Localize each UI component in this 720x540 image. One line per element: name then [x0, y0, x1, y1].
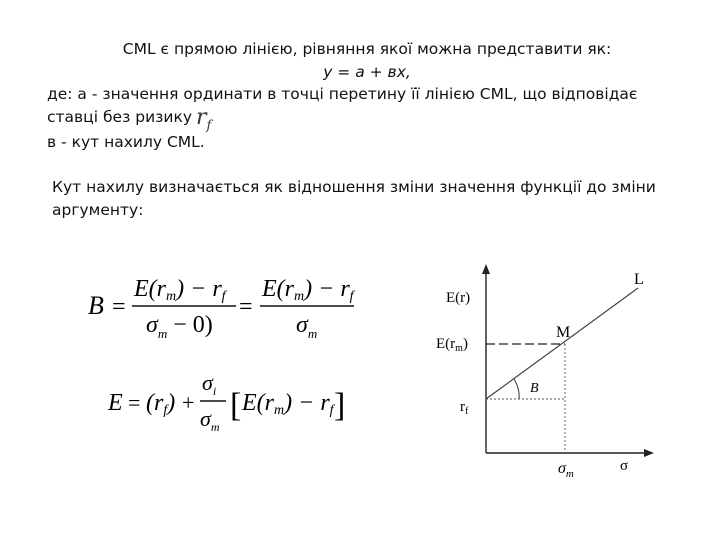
formula2-term1: (rf) — [146, 390, 176, 418]
formula2-bracket-content: E(rm) − rf — [242, 390, 334, 418]
cml-statement: CML є прямою лінією, рівняння якої можна представити як: — [122, 40, 612, 58]
formula2-lhs: E — [108, 390, 123, 416]
formula2-equals: = — [128, 390, 141, 415]
formula1-equals-1: = — [112, 294, 126, 320]
erm-tick-label: $E(r_m)$ — [436, 336, 468, 354]
formula1-den1: $\sigma_m - 0$) — [146, 312, 213, 341]
x-axis-arrow — [644, 449, 654, 457]
intercept-definition: де: а - значення ординати в точці перетину її лінією CML, що відповідає — [47, 85, 638, 103]
slope-explanation-line1: Кут нахилу визначається як відношення зміни значення функції до зміни — [52, 178, 656, 196]
slope-explanation — [52, 176, 692, 221]
cml-graph — [430, 258, 670, 488]
formula2-frac-den: $\sigma_m$ — [200, 406, 220, 434]
rf-sub: f — [206, 117, 212, 133]
angle-label: B — [530, 381, 539, 396]
formula1-den2: $\sigma_m$ — [296, 312, 318, 341]
definition-text — [47, 38, 687, 153]
x-tick-label: $\sigma_m$ — [558, 460, 574, 480]
slope-explanation-line2: аргументу: — [52, 200, 144, 219]
rf-base: r — [196, 104, 207, 130]
formula2-frac-num: $\sigma_i$ — [202, 370, 217, 398]
formula-expected-return — [106, 370, 346, 440]
rf-tick-label: $r_f$ — [460, 399, 469, 417]
angle-arc — [514, 379, 519, 399]
y-axis-label: E(r) — [446, 290, 471, 306]
risk-free-line — [47, 106, 687, 131]
x-axis-label: σ — [620, 458, 629, 474]
formula1-lhs: B — [88, 291, 104, 320]
formula1-num1: E(rm) − rf — [134, 276, 226, 304]
point-label: M — [556, 324, 571, 341]
cml-line — [486, 288, 638, 399]
risk-free-text: ставці без ризику — [47, 107, 192, 126]
y-axis-arrow — [482, 264, 490, 274]
formula1-equals-2: = — [239, 294, 253, 320]
slope-definition: в - кут нахилу CML. — [47, 132, 205, 151]
line-label: L — [634, 271, 644, 288]
formula2-plus: + — [182, 390, 195, 415]
formula1-num2: E(rm) − rf — [262, 276, 354, 304]
formula2-left-bracket: [ — [230, 387, 242, 424]
cml-equation: у = а + вх, — [323, 62, 411, 81]
formula2-right-bracket: ] — [334, 387, 346, 424]
rf-inline-symbol — [196, 104, 212, 133]
formula-slope — [86, 268, 356, 348]
